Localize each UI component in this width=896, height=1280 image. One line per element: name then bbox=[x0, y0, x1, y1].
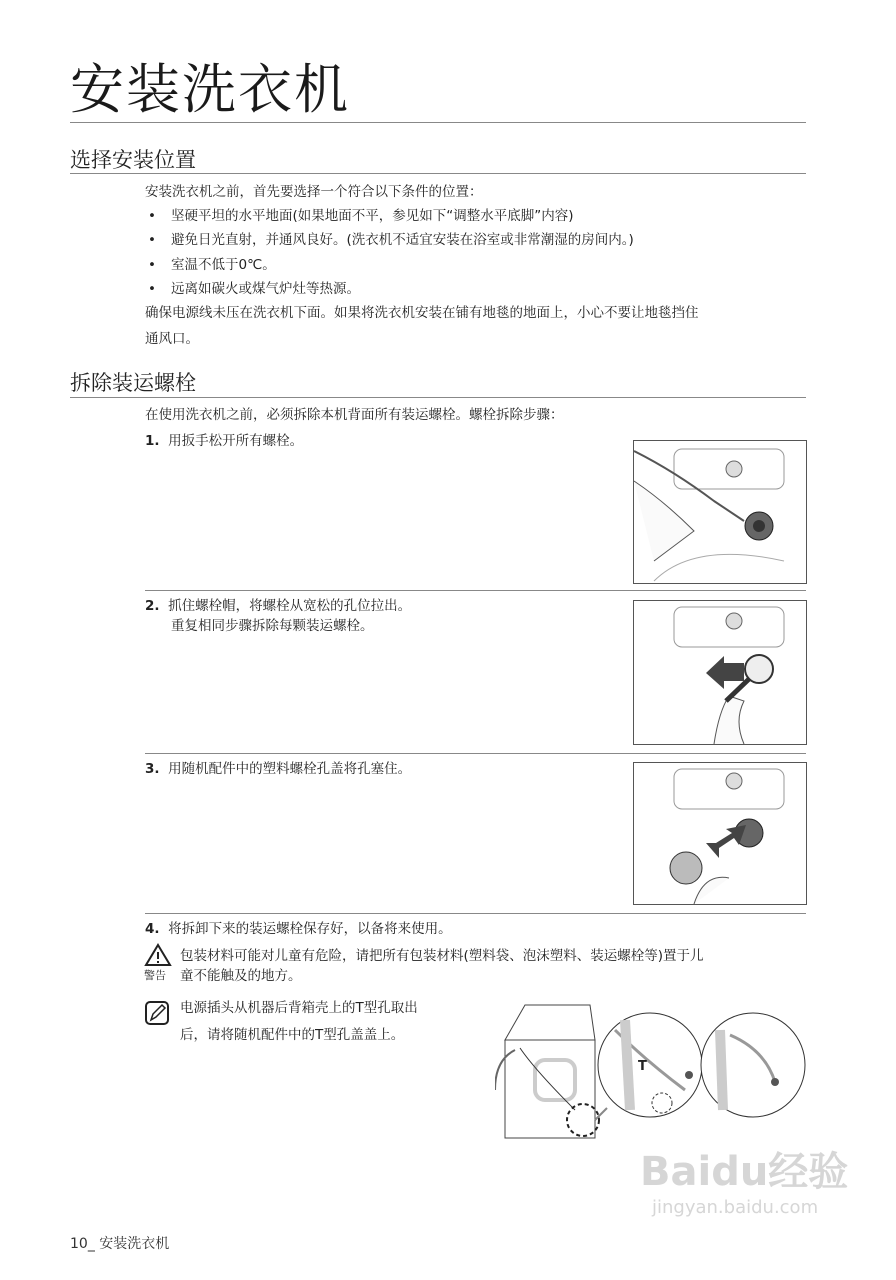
step-2-illustration bbox=[633, 600, 807, 745]
bullet: • bbox=[148, 257, 156, 273]
warning-text: 包装材料可能对儿童有危险，请把所有包装材料(塑料袋、泡沫塑料、装运螺栓等)置于儿 bbox=[180, 948, 704, 964]
step-2 bbox=[145, 596, 411, 616]
note-pencil-icon bbox=[144, 1000, 170, 1026]
step-1 bbox=[145, 431, 303, 451]
step-3-illustration bbox=[633, 762, 807, 905]
pull-bolt-illustration bbox=[634, 601, 806, 744]
step-2-cont: 重复相同步骤拆除每颗装运螺栓。 bbox=[171, 618, 374, 634]
step-text: 用扳手松开所有螺栓。 bbox=[168, 433, 304, 449]
title-rule bbox=[70, 122, 806, 123]
bullet-text: 远离如碳火或煤气炉灶等热源。 bbox=[171, 281, 360, 297]
step-number: 4. bbox=[145, 921, 160, 937]
warning-triangle-icon bbox=[144, 943, 172, 967]
bullet: • bbox=[148, 281, 156, 297]
step-divider bbox=[145, 753, 806, 754]
section1-note: 确保电源线未压在洗衣机下面。如果将洗衣机安装在铺有地毯的地面上，小心不要让地毯挡住 bbox=[145, 305, 699, 321]
step-number: 2. bbox=[145, 598, 160, 614]
step-1-illustration bbox=[633, 440, 807, 584]
section-rule bbox=[70, 173, 806, 174]
section1-intro: 安装洗衣机之前，首先要选择一个符合以下条件的位置： bbox=[145, 184, 483, 200]
section2-intro: 在使用洗衣机之前，必须拆除本机背面所有装运螺栓。螺栓拆除步骤： bbox=[145, 407, 564, 423]
wrench-loosening-bolt-illustration bbox=[634, 441, 806, 583]
section-heading-location: 选择安装位置 bbox=[70, 148, 196, 172]
note-text-cont: 后，请将随机配件中的T型孔盖盖上。 bbox=[180, 1027, 405, 1043]
step-4 bbox=[145, 919, 452, 939]
bullet: • bbox=[148, 232, 156, 248]
page-footer: 10_ 安装洗衣机 bbox=[70, 1236, 170, 1252]
baidu-jingyan-watermark bbox=[640, 1140, 848, 1218]
bullet-text: 避免日光直射，并通风良好。(洗衣机不适宜安装在浴室或非常潮湿的房间内。) bbox=[171, 232, 634, 248]
bullet: • bbox=[148, 208, 156, 224]
step-number: 1. bbox=[145, 433, 160, 449]
step-number: 3. bbox=[145, 761, 160, 777]
warning-text-cont: 童不能触及的地方。 bbox=[180, 968, 302, 984]
step-text: 抓住螺栓帽，将螺栓从宽松的孔位拉出。 bbox=[168, 598, 412, 614]
bullet-text: 坚硬平坦的水平地面(如果地面不平，参见如下“调整水平底脚”内容) bbox=[171, 208, 574, 224]
warning-label: 警告 bbox=[144, 969, 166, 982]
page-title: 安装洗衣机 bbox=[70, 58, 350, 121]
step-divider bbox=[145, 590, 806, 591]
t-hole-cap-illustration bbox=[495, 1000, 807, 1142]
section-rule bbox=[70, 397, 806, 398]
section-heading-bolts: 拆除装运螺栓 bbox=[70, 371, 196, 395]
watermark-url: jingyan.baidu.com bbox=[652, 1197, 819, 1218]
insert-hole-cap-illustration bbox=[634, 763, 806, 904]
step-text: 用随机配件中的塑料螺栓孔盖将孔塞住。 bbox=[168, 761, 412, 777]
step-3 bbox=[145, 759, 411, 779]
bullet-text: 室温不低于0℃。 bbox=[171, 257, 276, 273]
step-text: 将拆卸下来的装运螺栓保存好，以备将来使用。 bbox=[168, 921, 452, 937]
t-label: T bbox=[638, 1059, 647, 1074]
note-text: 电源插头从机器后背箱壳上的T型孔取出 bbox=[180, 1000, 418, 1016]
watermark-brand: Baidu经验 bbox=[640, 1149, 849, 1195]
step-divider bbox=[145, 913, 806, 914]
section1-note-cont: 通风口。 bbox=[145, 331, 199, 347]
